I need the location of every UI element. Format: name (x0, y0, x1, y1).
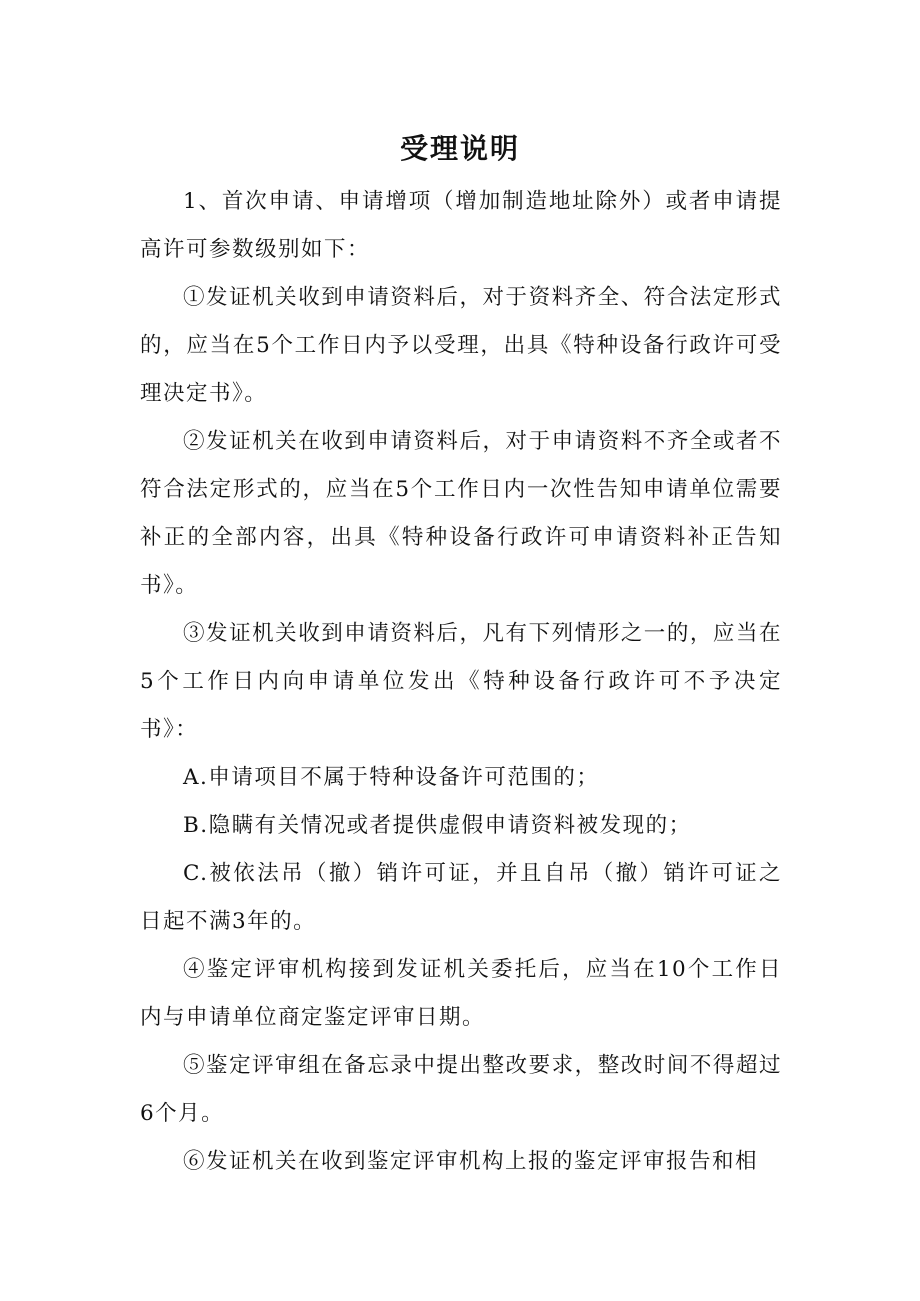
paragraph-sub-b: B.隐瞒有关情况或者提供虚假申请资料被发现的； (183, 813, 692, 838)
paragraph-item-4: ④鉴定评审机构接到发证机关委托后，应当在10个工作日内与申请单位商定鉴定评审日期。 (140, 957, 782, 1030)
page-title: 受理说明 (399, 131, 520, 165)
paragraph-item-6: ⑥发证机关在收到鉴定评审机构上报的鉴定评审报告和相 (183, 1149, 759, 1174)
paragraph-item-3: ③发证机关收到申请资料后，凡有下列情形之一的，应当在5个工作日内向申请单位发出《特种设备行政许可不予决定书》： (140, 621, 782, 742)
paragraph-1-intro: 1、首次申请、申请增项（增加制造地址除外）或者申请提高许可参数级别如下： (140, 189, 782, 262)
paragraph-item-1: ①发证机关收到申请资料后，对于资料齐全、符合法定形式的，应当在5个工作日内予以受理，出具《特种设备行政许可受理决定书》。 (140, 285, 782, 406)
paragraph-sub-a: A.申请项目不属于特种设备许可范围的； (183, 765, 600, 790)
paragraph-sub-c: C.被依法吊（撤）销许可证，并且自吊（撤）销许可证之日起不满3年的。 (140, 861, 782, 934)
paragraph-item-5: ⑤鉴定评审组在备忘录中提出整改要求，整改时间不得超过6个月。 (140, 1053, 782, 1126)
paragraph-item-2: ②发证机关在收到申请资料后，对于申请资料不齐全或者不符合法定形式的，应当在5个工作日内一次性告知申请单位需要补正的全部内容，出具《特种设备行政许可申请资料补正告知书》。 (140, 429, 782, 598)
